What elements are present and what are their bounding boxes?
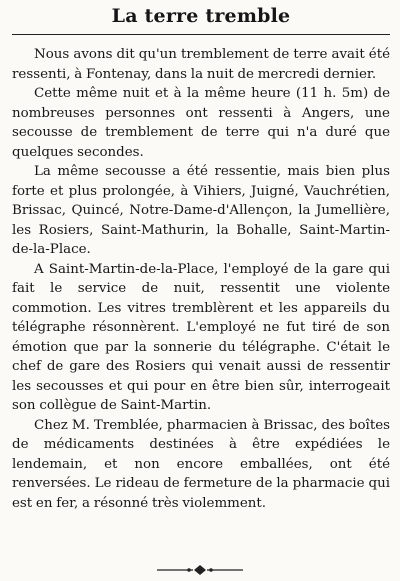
- article-paragraph-1: Nous avons dit qu'un tremblement de terre avait été ressenti, à Fontenay, dans la nuit de mercredi dernier.: [12, 47, 390, 82]
- closing-ornament: [0, 561, 400, 580]
- article-title: La terre tremble: [111, 5, 291, 27]
- article-paragraph-3: La même secousse a été ressentie, mais bien plus forte et plus prolongée, à Vihiers, Juigné, Vauchrétien, Brissac, Quincé, Notre-Dame-d'Allençon, la Jumellière, les Rosiers, Saint-Mathurin, la Bohalle, Saint-Martin-de-la-Place.: [12, 164, 390, 257]
- ornament-rule-icon: [155, 564, 245, 576]
- article-paragraph-4: A Saint-Martin-de-la-Place, l'employé de la gare qui fait le service de nuit, ressentit une violente commotion. Les vitres tremblèrent et les appareils du télégraphe résonnèrent. L'employé ne fut tiré de son émotion que par la sonnerie du télégraphe. C'était le chef de gare des Rosiers qui venait aussi de ressentir les secousses et qui pour en être bien sûr, interrogeait son collègue de Saint-Martin.: [12, 261, 390, 413]
- title-rule: [12, 34, 390, 35]
- article-paragraph-2: Cette même nuit et à la même heure (11 h. 5m) de nombreuses personnes ont ressenti à Angers, une secousse de tremblement de terre qui n'a duré que quelques secondes.: [12, 86, 390, 160]
- article-paragraph-5: Chez M. Tremblée, pharmacien à Brissac, des boîtes de médicaments destinées à être expédiées le lendemain, et non encore emballées, ont été renversées. Le rideau de fermeture de la pharmacie qui est en fer, a résonné très violemment.: [12, 417, 390, 511]
